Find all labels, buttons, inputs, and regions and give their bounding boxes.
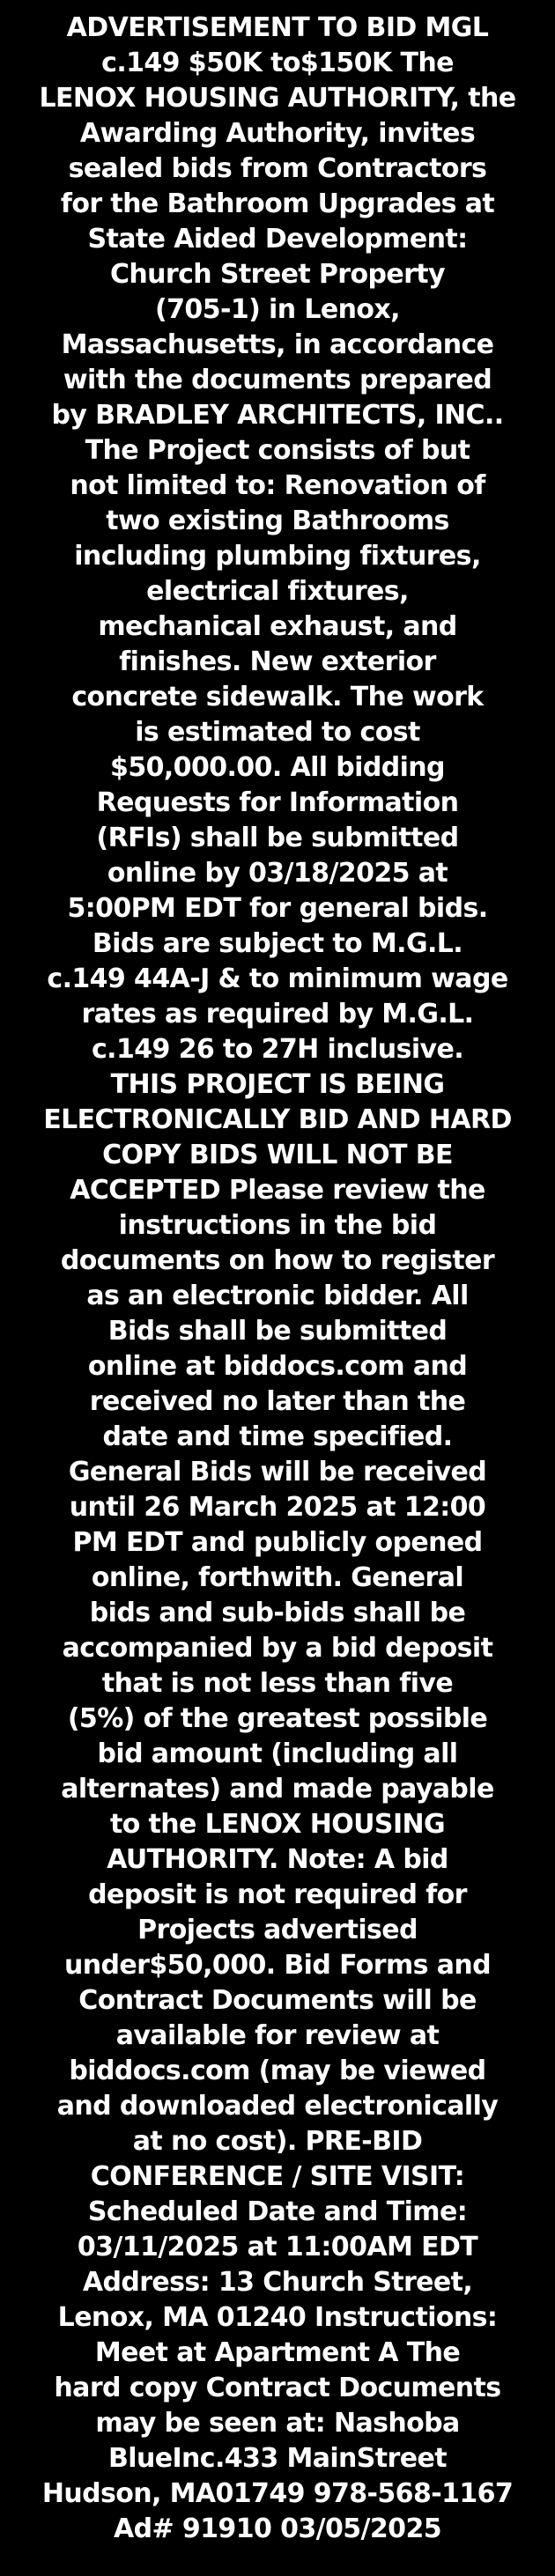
advertisement-body-text: ADVERTISEMENT TO BID MGL c.149 $50K to$150K The LENOX HOUSING AUTHORITY, the Awarding Authority, invites sealed bids from Contractors for the Bathroom Upgrades at State Aided Development: Church Street Property (705-1) in Lenox, Massachusetts, in accordance with the documents prepared by BRADLEY ARCHITECTS, INC.. The Project consists of but not limited to: Renovation of two existing Bathrooms including plumbing fixtures, electrical fixtures, mechanical exhaust, and finishes. New exterior concrete sidewalk. The work is estimated to cost $50,000.00. All bidding Requests for Information (RFIs) shall be submitted online by 03/18/2025 at 5:00PM EDT for general bids. Bids are subject to M.G.L. c.149 44A-J & to minimum wage rates as required by M.G.L. c.149 26 to 27H inclusive. THIS PROJECT IS BEING ELECTRONICALLY BID AND HARD COPY BIDS WILL NOT BE ACCEPTED Please review the instructions in the bid documents on how to register as an electronic bidder. All Bids shall be submitted online at biddocs.com and received no later than the date and time specified. General Bids will be received until 26 March 2025 at 12:00 PM EDT and publicly opened online, forthwith. General bids and sub-bids shall be accompanied by a bid deposit that is not less than five (5%) of the greatest possible bid amount (including all alternates) and made payable to the LENOX HOUSING AUTHORITY. Note: A bid deposit is not required for Projects advertised under$50,000. Bid Forms and Contract Documents will be available for review at biddocs.com (may be viewed and downloaded electronically at no cost). PRE-BID CONFERENCE / SITE VISIT: Scheduled Date and Time: 03/11/2025 at 11:00AM EDT Address: 13 Church Street, Lenox, MA 01240 Instructions: Meet at Apartment A The hard copy Contract Documents may be seen at: Nashoba BlueInc.433 MainStreet Hudson, MA01749 978-568-1167 Ad# 91910 03/05/2025 bbox=[39, 12, 516, 2544]
